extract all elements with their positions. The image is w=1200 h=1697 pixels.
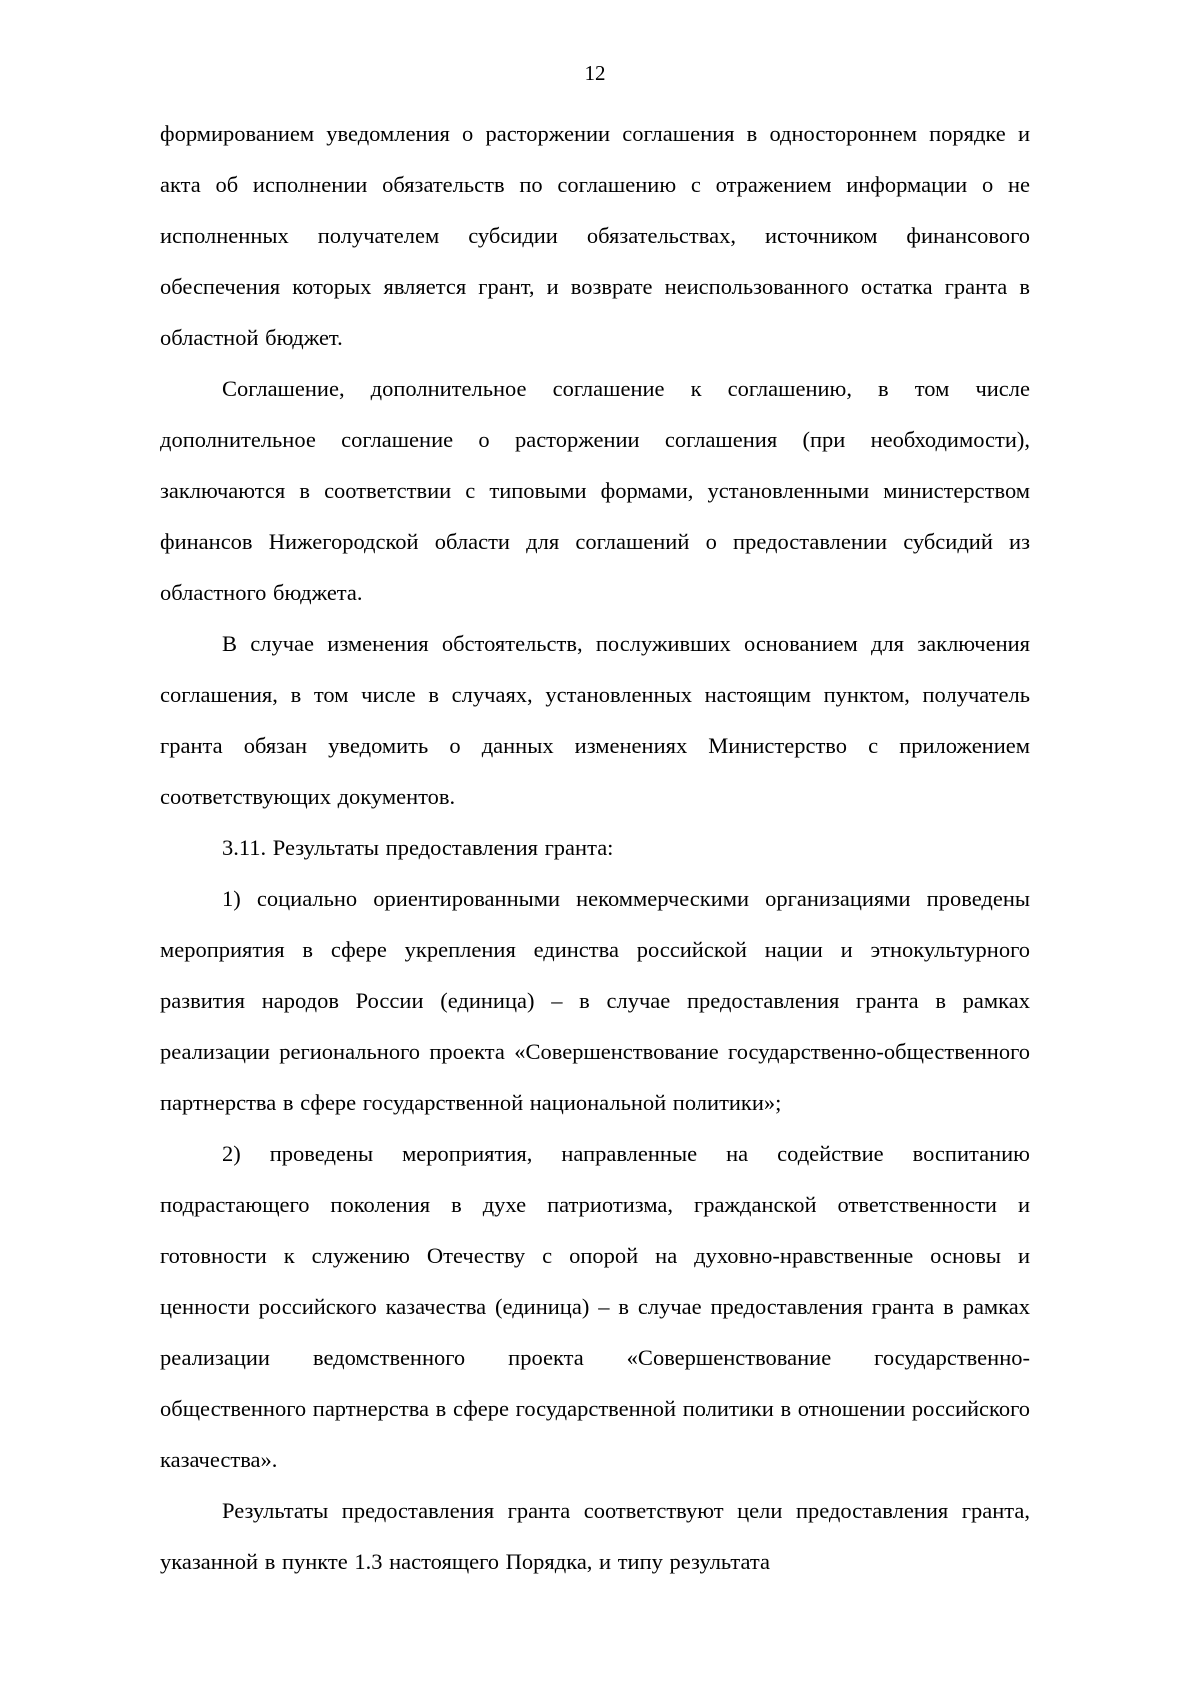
paragraph: Соглашение, дополнительное соглашение к соглашению, в том числе дополнительное соглашение о расторжении соглашения (при необходимости), заключаются в соответствии с типовыми формами, установленными министерством финансов Нижегородской области для соглашений о предоставлении субсидий из областного бюджета.: [160, 376, 1030, 605]
paragraph: формированием уведомления о расторжении соглашения в одностороннем порядке и акта об исполнении обязательств по соглашению с отражением информации о не исполненных получателем субсидии обязательствах, источником финансового обеспечения которых является грант, и возврате неиспользованного остатка гранта в областной бюджет.: [160, 121, 1030, 350]
paragraph: 2) проведены мероприятия, направленные на содействие воспитанию подрастающего поколения в духе патриотизма, гражданской ответственности и готовности к служению Отечеству с опорой на духовно-нравственные основы и ценности российского казачества (единица) – в случае предоставления гранта в рамках реализации ведомственного проекта «Совершенствование государственно-общественного партнерства в сфере государственной политики в отношении российского казачества».: [160, 1141, 1030, 1472]
paragraph: Результаты предоставления гранта соответствуют цели предоставления гранта, указанной в пункте 1.3 настоящего Порядка, и типу результата: [160, 1498, 1030, 1574]
paragraphs: [160, 108, 1030, 1587]
page-number: 12: [584, 61, 606, 85]
paragraph: 3.11. Результаты предоставления гранта:: [222, 835, 614, 860]
paragraph: 1) социально ориентированными некоммерческими организациями проведены мероприятия в сфере укрепления единства российской нации и этнокультурного развития народов России (единица) – в случае предоставления гранта в рамках реализации регионального проекта «Совершенствование государственно-общественного партнерства в сфере государственной национальной политики»;: [160, 886, 1030, 1115]
paragraph: В случае изменения обстоятельств, послуживших основанием для заключения соглашения, в том числе в случаях, установленных настоящим пунктом, получатель гранта обязан уведомить о данных изменениях Министерство с приложением соответствующих документов.: [160, 631, 1030, 809]
